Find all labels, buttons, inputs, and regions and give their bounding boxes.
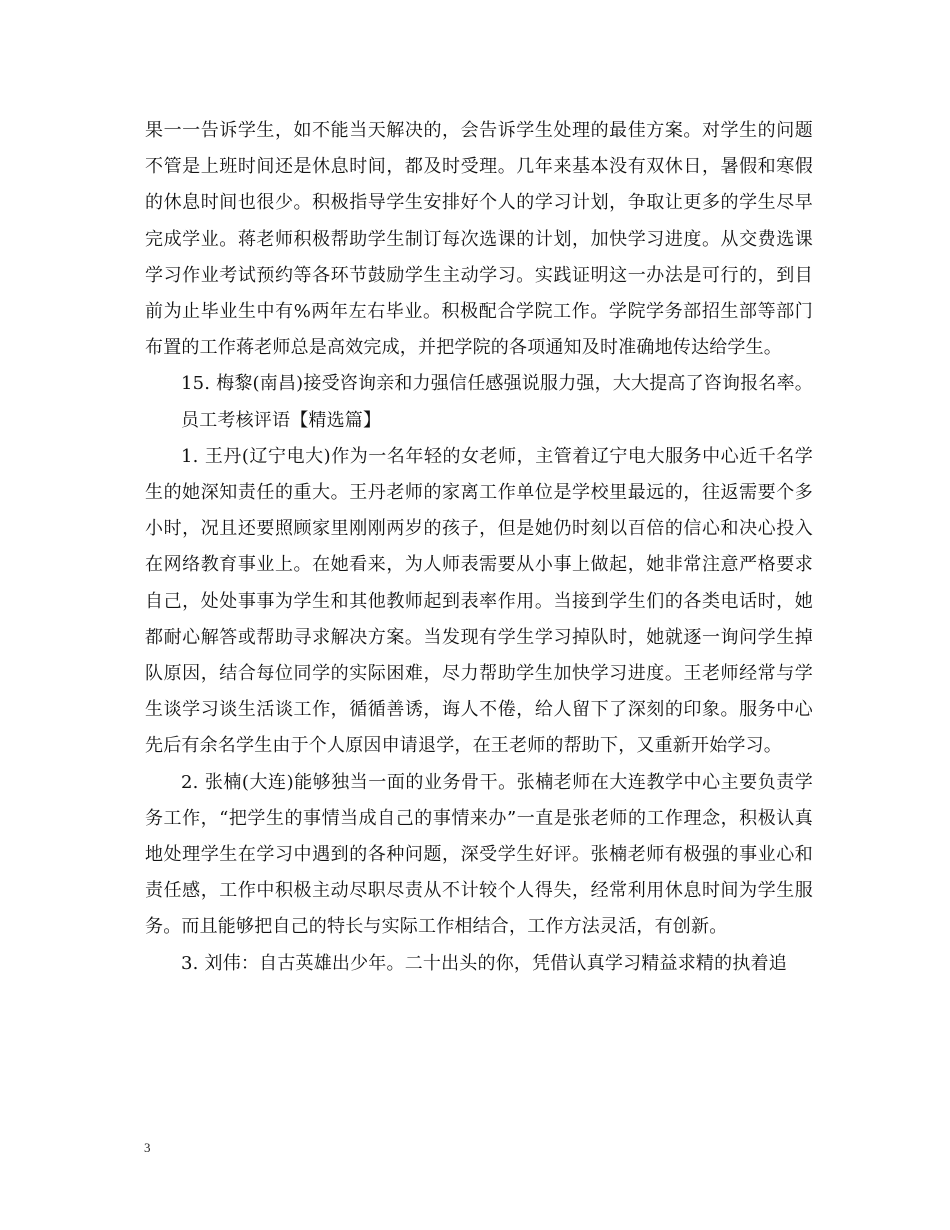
paragraph-continued: 果一一告诉学生，如不能当天解决的，会告诉学生处理的最佳方案。对学生的问题不管是上班时间还是休息时间，都及时受理。几年来基本没有双休日，暑假和寒假的休息时间也很少。积极指导学生安排好个人的学习计划，争取让更多的学生尽早完成学业。蒋老师积极帮助学生制订每次选课的计划，加快学习进度。从交费选课学习作业考试预约等各环节鼓励学生主动学习。实践证明这一办法是可行的，到目前为止毕业生中有%两年左右毕业。积极配合学院工作。学院学务部招生部等部门布置的工作蒋老师总是高效完成，并把学院的各项通知及时准确地传达给学生。 [145, 120, 813, 359]
paragraph-item-15: 15. 梅黎(南昌)接受咨询亲和力强信任感强说服力强，大大提高了咨询报名率。 [181, 373, 813, 395]
paragraph-item-2: 2. 张楠(大连)能够独当一面的业务骨干。张楠老师在大连教学中心主要负责学务工作，“把学生的事情当成自己的事情来办”一直是张老师的工作理念，积极认真地处理学生在学习中遇到的各种问题，深受学生好评。张楠老师有极强的事业心和责任感，工作中积极主动尽职尽责从不计较个人得失，经常利用休息时间为学生服务。而且能够把自己的特长与实际工作相结合，工作方法灵活，有创新。 [145, 771, 813, 938]
document-body [145, 113, 813, 982]
page-number: 3 [144, 1140, 151, 1155]
section-heading: 员工考核评语【精选篇】 [181, 409, 382, 431]
paragraph-item-3: 3. 刘伟：自古英雄出少年。二十出头的你，凭借认真学习精益求精的执着追 [181, 952, 787, 974]
paragraph-item-1: 1. 王丹(辽宁电大)作为一名年轻的女老师，主管着辽宁电大服务中心近千名学生的她深知责任的重大。王丹老师的家离工作单位是学校里最远的，往返需要个多小时，况且还要照顾家里刚刚两岁的孩子，但是她仍时刻以百倍的信心和决心投入在网络教育事业上。在她看来，为人师表需要从小事上做起，她非常注意严格要求自己，处处事事为学生和其他教师起到表率作用。当接到学生们的各类电话时，她都耐心解答或帮助寻求解决方案。当发现有学生学习掉队时，她就逐一询问学生掉队原因，结合每位同学的实际困难，尽力帮助学生加快学习进度。王老师经常与学生谈学习谈生活谈工作，循循善诱，诲人不倦，给人留下了深刻的印象。服务中心先后有余名学生由于个人原因申请退学，在王老师的帮助下，又重新开始学习。 [145, 445, 813, 757]
